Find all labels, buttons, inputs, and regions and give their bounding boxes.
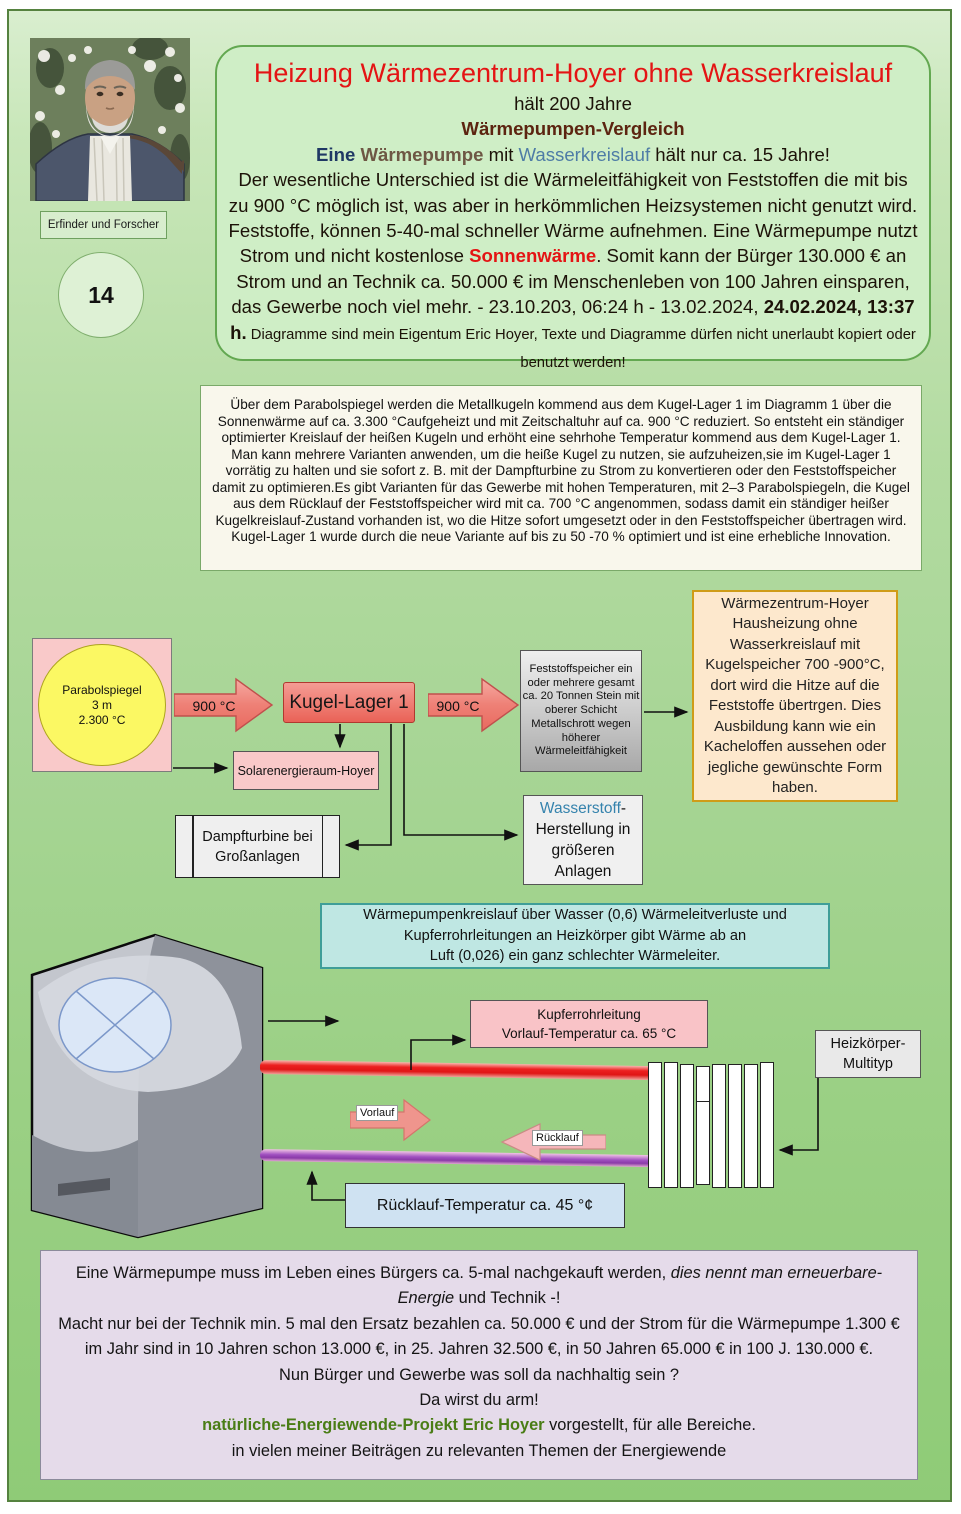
- intro-text: Über dem Parabolspiegel werden die Metallkugeln kommend aus dem Kugel-Lager 1 im Diagramm 1 über die Sonnenwärme auf ca. 3.300 °Caufgeheizt und mit Zeitschaltuhr auf ca. 900 °C reduziert. So entsteht ein ständiger optimierter Kreislauf der heißen Kugeln und erhöht eine sehrhohe Temperatur kommend aus dem Kugel-Lager 1. Man kann mehrere Varianten anwenden, um die heiße Kugel zu nutzen, sie aufzuheizen,sie im Kugel-Lager 1 vorrätig zu halten und sie sofort z. B. mit der Dampfturbine zu Strom zu konvertieren oder den Feststoffspeicher damit zu optimieren.Es gibt Varianten für das Gewerbe mit hohen Temperaturen, mit 2–3 Parabolspiegeln, die Kugel aus dem Rücklauf der Feststoffspeicher wird mit ca. 700 °C angenommen, sodass damit ein ständiger heißer Kugelkreislauf-Zustand vorhanden ist, wo die Hitze sofort umgesetzt oder in den Feststoffspeicher übertragen wird. Kugel-Lager 1 wurde durch die neue Variante auf bis zu 50 -70 % optimiert und ist eine erhebliche Innovation.: [212, 397, 910, 544]
- footer-cost-box: [40, 1250, 918, 1480]
- solarenergieraum-label: Solarenergieraum-Hoyer: [237, 763, 375, 778]
- photo-caption: [40, 211, 167, 239]
- dampfturbine-label: Dampfturbine bei Großanlagen: [202, 828, 313, 865]
- comparison-eine: Eine: [316, 143, 356, 165]
- sonnenwaerme-highlight: Sonnenwärme: [469, 245, 597, 267]
- waermezentrum-text: Wärmezentrum-Hoyer Hausheizung ohne Wasserkreislauf mit Kugelspeicher 700 -900°C, dort wird die Hitze auf die Feststoffe übertrgen. Dies Ausbildung kann wie ein Kacheloffen aussehen oder jegliche gewünschte Form haben.: [703, 594, 887, 796]
- wasserstoff-label: [527, 798, 639, 882]
- kupferrohr-label-box: [470, 1000, 708, 1048]
- dampfturbine-node: [175, 815, 340, 878]
- footer-l5b: vorgestellt, für alle Bereiche.: [544, 1416, 756, 1435]
- footer-line2: Macht nur bei der Technik min. 5 mal den Ersatz bezahlen ca. 50.000 € und der Strom für die Wärmepumpe 1.300 € im Jahr sind in 10 Jahren schon 13.000 €, in 25. Jahren 32.500 €, in 50 Jahren 65.000 € in 100 J. 130.000 €.: [58, 1314, 900, 1359]
- comparison-waermepumpe: Wärmepumpe: [355, 143, 484, 165]
- heat-loss-line1: Wärmepumpenkreislauf über Wasser (0,6) Wärmeleitverluste und: [363, 907, 787, 924]
- comparison-mit: mit: [483, 143, 519, 165]
- parabolspiegel-temp: 2.300 °C: [78, 712, 126, 727]
- radiator-bar: [712, 1064, 726, 1188]
- dampfturbine-divider-right: [322, 816, 324, 877]
- page-number: 14: [88, 281, 114, 308]
- radiator-bar: [760, 1062, 774, 1188]
- radiator-bar-segment: [696, 1066, 710, 1102]
- flow-arrow-1-label: 900 °C: [192, 698, 236, 714]
- comparison-line: [227, 142, 919, 167]
- radiator-bar: [728, 1064, 742, 1188]
- intro-text-box: [200, 385, 922, 571]
- title-box: [215, 45, 931, 372]
- footer-l1b: dies nennt man erneuerbare-Energie: [397, 1264, 883, 1308]
- footer-line1: [57, 1261, 901, 1312]
- flow-arrow-2-label: 900 °C: [436, 698, 480, 714]
- page-number-badge: [58, 252, 144, 338]
- wasserstoff-highlight: Wasserstoff: [539, 800, 621, 817]
- ruecklauf-label: Rücklauf: [532, 1130, 583, 1146]
- kupferrohr-line1: Kupferrohrleitung: [537, 1007, 641, 1022]
- radiator-bar: [744, 1064, 758, 1188]
- heat-pump-unit: [28, 930, 268, 1242]
- feststoffspeicher-node: [520, 650, 642, 772]
- kugellager-label: Kugel-Lager 1: [289, 691, 409, 713]
- parabolspiegel-size: 3 m: [91, 697, 112, 712]
- heizkoerper-line2: Multityp: [843, 1056, 893, 1072]
- vorlauf-label: Vorlauf: [356, 1105, 398, 1121]
- heat-loss-line3: Luft (0,026) ein ganz schlechter Wärmeleiter.: [429, 948, 721, 965]
- header-date-bold: 24.02.2024, 13:37 h.: [230, 296, 915, 343]
- heizkoerper-label-box: [815, 1030, 921, 1078]
- comparison-wasserkreislauf: Wasserkreislauf: [518, 143, 651, 165]
- dampfturbine-divider-left: [192, 816, 194, 877]
- heizkoerper-line1: Heizkörper-: [830, 1036, 906, 1052]
- radiator-bar: [664, 1062, 678, 1188]
- parabolspiegel-node: [38, 644, 166, 766]
- subtitle-comparison: Wärmepumpen-Vergleich: [461, 118, 685, 140]
- photo-caption-label: Erfinder und Forscher: [47, 219, 160, 231]
- header-body-before: Der wesentliche Unterschied ist die Wärmeleitfähigkeit von Feststoffen die mit bis zu 900 °C möglich ist, was aber in herkömmlichen Heizsystemen nicht genutzt wird. Feststoffe, können 5-40-mal schneller Wärme aufnehmen. Eine Wärmepumpe nutzt Strom und nicht kostenlose: [228, 169, 918, 267]
- kugellager-node: [283, 682, 415, 723]
- footer-l1c: und Technik -!: [454, 1289, 561, 1308]
- radiator-bar: [680, 1064, 694, 1188]
- ruecklauf-temp-box: [345, 1183, 625, 1228]
- solarenergieraum-node: [233, 751, 379, 790]
- radiator-bar: [648, 1062, 662, 1188]
- parabolspiegel-label: Parabolspiegel: [62, 682, 142, 697]
- waermezentrum-note: [692, 590, 898, 802]
- kupferrohr-line2: Vorlauf-Temperatur ca. 65 °C: [501, 1026, 677, 1041]
- wasserstoff-node: [523, 795, 643, 885]
- footer-l1a: Eine Wärmepumpe muss im Leben eines Bürgers ca. 5-mal nachgekauft werden,: [75, 1264, 671, 1282]
- heat-loss-note: [320, 903, 830, 969]
- footer-line6: in vielen meiner Beiträgen zu relevanten Themen der Energiewende: [231, 1441, 727, 1460]
- footer-line4: Da wirst du arm!: [419, 1391, 539, 1410]
- copyright-note: Diagramme sind mein Eigentum Eric Hoyer, Texte und Diagramme dürfen nicht unerlaubt kopiert oder benutzt werden!: [246, 326, 916, 372]
- footer-line5: [57, 1413, 901, 1438]
- page-title: Heizung Wärmezentrum-Hoyer ohne Wasserkreislauf: [253, 58, 893, 88]
- subtitle-duration: hält 200 Jahre: [514, 93, 632, 114]
- heat-loss-line2: Kupferrohrleitungen an Heizkörper gibt Wärme ab an: [403, 927, 747, 944]
- footer-line3: Nun Bürger und Gewerbe was soll da nachhaltig sein ?: [279, 1365, 679, 1384]
- header-body-after: . Somit kann der Bürger 130.000 € an Strom und an Technik ca. 50.000 € im Menschenleben von 100 Jahren einsparen, das Gewerbe noch viel mehr. - 23.10.203, 06:24 h - 13.02.2024,: [231, 245, 910, 318]
- inventor-photo: [30, 38, 190, 201]
- header-body: [227, 167, 919, 376]
- ruecklauf-temp-label: Rücklauf-Temperatur ca. 45 °¢: [376, 1196, 594, 1214]
- feststoffspeicher-label: Feststoffspeicher ein oder mehrere gesamt ca. 20 Tonnen Stein mit oberer Schicht Metallschrott wegen höherer Wärmeleitfähigkeit: [522, 662, 640, 758]
- wasserstoff-rest: -Herstellung in größeren Anlagen: [535, 800, 631, 880]
- comparison-rest: hält nur ca. 15 Jahre!: [650, 143, 830, 165]
- footer-project-name: natürliche-Energiewende-Projekt Eric Hoyer: [202, 1416, 545, 1435]
